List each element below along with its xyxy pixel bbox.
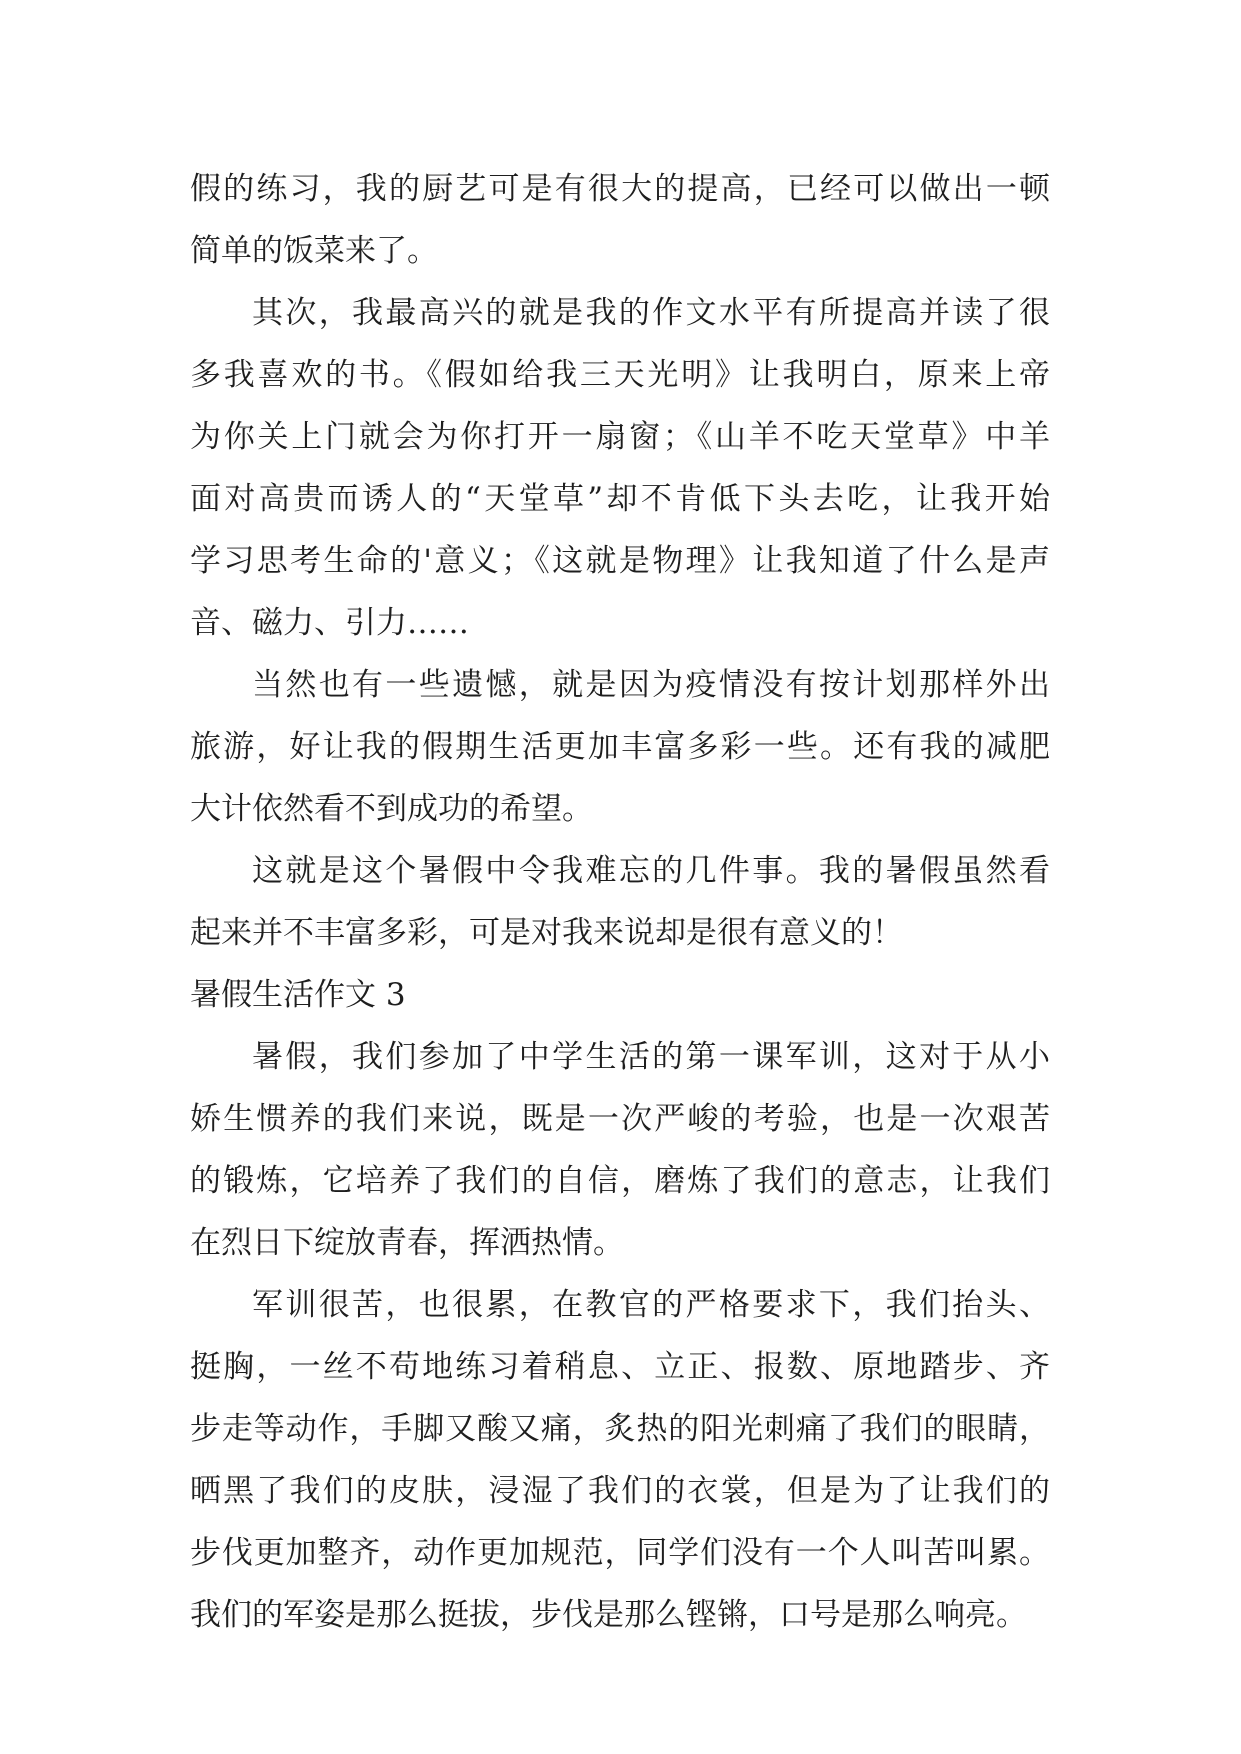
text-line: 为你关上门就会为你打开一扇窗；《山羊不吃天堂草》中羊 bbox=[190, 419, 1050, 455]
section-heading bbox=[190, 964, 1050, 1026]
text-line: 这就是这个暑假中令我难忘的几件事。我的暑假虽然看 bbox=[252, 853, 1050, 889]
text-line: 学习思考生命的'意义；《这就是物理》让我知道了什么是声 bbox=[190, 543, 1050, 579]
text-line: 大计依然看不到成功的希望。 bbox=[190, 791, 593, 827]
paragraph bbox=[190, 282, 1050, 654]
paragraph bbox=[190, 1274, 1050, 1646]
paragraph bbox=[190, 840, 1050, 964]
heading-text: 暑假生活作文 3 bbox=[190, 977, 406, 1013]
text-line: 当然也有一些遗憾，就是因为疫情没有按计划那样外出 bbox=[252, 667, 1050, 703]
paragraph-continued bbox=[190, 158, 1050, 282]
text-line: 多我喜欢的书。《假如给我三天光明》让我明白，原来上帝 bbox=[190, 357, 1050, 393]
text-line: 晒黑了我们的皮肤，浸湿了我们的衣裳，但是为了让我们的 bbox=[190, 1473, 1050, 1509]
text-line: 音、磁力、引力…… bbox=[190, 605, 469, 641]
text-line: 步走等动作，手脚又酸又痛，炙热的阳光刺痛了我们的眼睛， bbox=[190, 1411, 1050, 1447]
text-line: 挺胸，一丝不苟地练习着稍息、立正、报数、原地踏步、齐 bbox=[190, 1349, 1050, 1385]
text-line: 假的练习，我的厨艺可是有很大的提高，已经可以做出一顿 bbox=[190, 171, 1050, 207]
text-line: 在烈日下绽放青春，挥洒热情。 bbox=[190, 1225, 624, 1261]
text-line: 步伐更加整齐，动作更加规范，同学们没有一个人叫苦叫累。 bbox=[190, 1535, 1050, 1571]
text-line: 起来并不丰富多彩，可是对我来说却是很有意义的！ bbox=[190, 915, 903, 951]
text-line: 面对高贵而诱人的“天堂草”却不肯低下头去吃，让我开始 bbox=[190, 481, 1050, 517]
paragraph bbox=[190, 1026, 1050, 1274]
text-line: 其次，我最高兴的就是我的作文水平有所提高并读了很 bbox=[252, 295, 1050, 331]
text-line: 娇生惯养的我们来说，既是一次严峻的考验，也是一次艰苦 bbox=[190, 1101, 1050, 1137]
document-body bbox=[190, 158, 1050, 1646]
text-line: 的锻炼，它培养了我们的自信，磨炼了我们的意志，让我们 bbox=[190, 1163, 1050, 1199]
text-line: 简单的饭菜来了。 bbox=[190, 233, 438, 269]
text-line: 军训很苦，也很累，在教官的严格要求下，我们抬头、 bbox=[252, 1287, 1050, 1323]
text-line: 我们的军姿是那么挺拔，步伐是那么铿锵，口号是那么响亮。 bbox=[190, 1597, 1027, 1633]
text-line: 暑假，我们参加了中学生活的第一课军训，这对于从小 bbox=[252, 1039, 1050, 1075]
paragraph bbox=[190, 654, 1050, 840]
text-line: 旅游，好让我的假期生活更加丰富多彩一些。还有我的减肥 bbox=[190, 729, 1050, 765]
